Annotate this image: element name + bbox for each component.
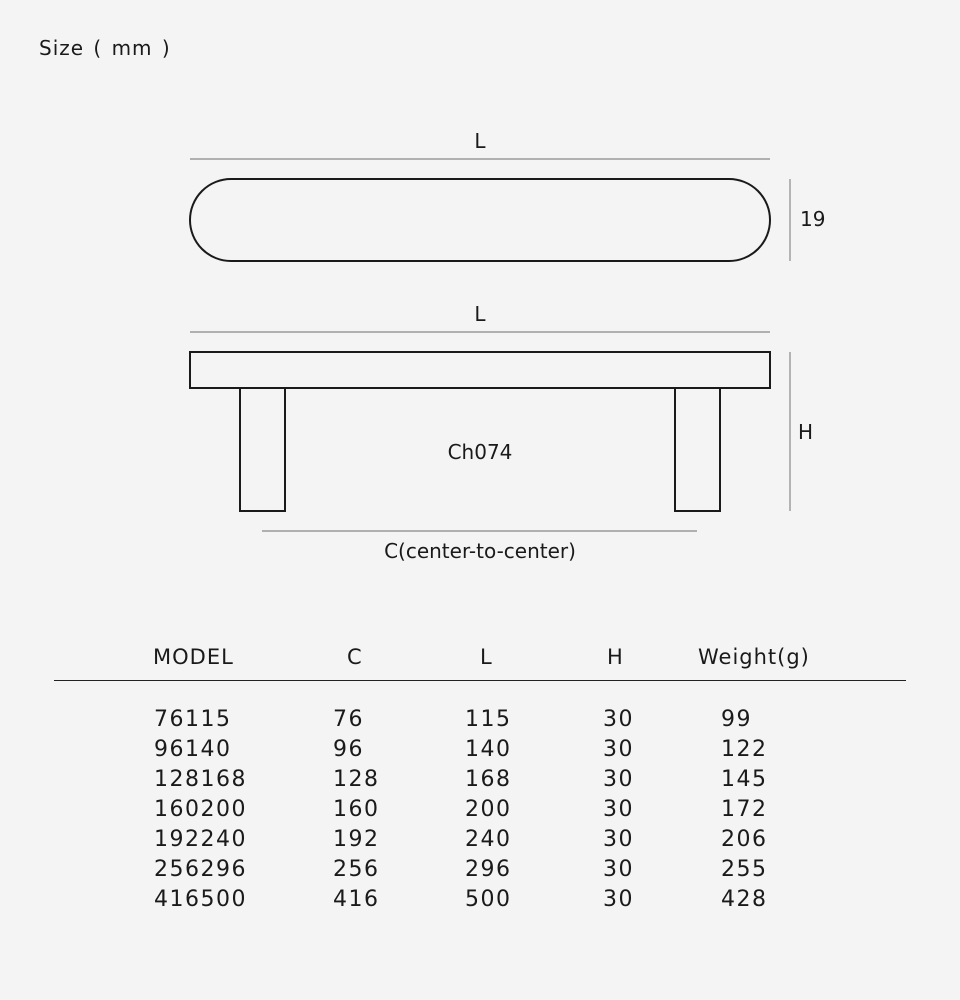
cell-c: 416 [333, 887, 380, 912]
cell-weight: 206 [721, 827, 768, 852]
cell-l: 200 [465, 797, 512, 822]
cell-weight: 428 [721, 887, 768, 912]
cell-l: 168 [465, 767, 512, 792]
table-row [0, 735, 960, 765]
cell-model: 76115 [154, 707, 232, 732]
cell-l: 296 [465, 857, 512, 882]
cell-model: 192240 [154, 827, 247, 852]
cell-c: 256 [333, 857, 380, 882]
header-h: H [607, 645, 624, 669]
cell-l: 500 [465, 887, 512, 912]
cell-l: 140 [465, 737, 512, 762]
cell-c: 96 [333, 737, 364, 762]
cell-model: 416500 [154, 887, 247, 912]
cell-weight: 255 [721, 857, 768, 882]
cell-model: 128168 [154, 767, 247, 792]
header-weight: Weight(g) [698, 645, 810, 669]
cell-model: 160200 [154, 797, 247, 822]
handle-bar-side-view [190, 352, 770, 388]
table-row [0, 885, 960, 915]
table-row [0, 795, 960, 825]
cell-model: 256296 [154, 857, 247, 882]
cell-weight: 99 [721, 707, 752, 732]
cell-c: 160 [333, 797, 380, 822]
cell-h: 30 [603, 797, 634, 822]
cell-c: 192 [333, 827, 380, 852]
cell-h: 30 [603, 707, 634, 732]
top-height-label: 19 [800, 207, 826, 231]
cell-h: 30 [603, 767, 634, 792]
side-length-label: L [474, 302, 486, 326]
cell-model: 96140 [154, 737, 232, 762]
header-l: L [480, 645, 493, 669]
table-row [0, 765, 960, 795]
cell-h: 30 [603, 887, 634, 912]
table-row [0, 705, 960, 735]
center-to-center-label: C(center-to-center) [384, 539, 576, 563]
handle-left-post [240, 388, 285, 511]
cell-c: 76 [333, 707, 364, 732]
cell-h: 30 [603, 737, 634, 762]
table-header-divider [54, 680, 906, 681]
cell-weight: 122 [721, 737, 768, 762]
cell-weight: 172 [721, 797, 768, 822]
page-title: Size ( mm ) [39, 36, 171, 60]
handle-right-post [675, 388, 720, 511]
model-name-label: Ch074 [447, 440, 513, 464]
table-row [0, 855, 960, 885]
table-row [0, 825, 960, 855]
header-c: C [347, 645, 363, 669]
cell-l: 240 [465, 827, 512, 852]
spec-table-body [0, 705, 960, 915]
cell-h: 30 [603, 827, 634, 852]
top-length-label: L [474, 129, 486, 153]
cell-weight: 145 [721, 767, 768, 792]
cell-l: 115 [465, 707, 512, 732]
handle-top-view [190, 179, 770, 261]
cell-c: 128 [333, 767, 380, 792]
header-model: MODEL [153, 645, 234, 669]
cell-h: 30 [603, 857, 634, 882]
side-height-label: H [798, 420, 814, 444]
